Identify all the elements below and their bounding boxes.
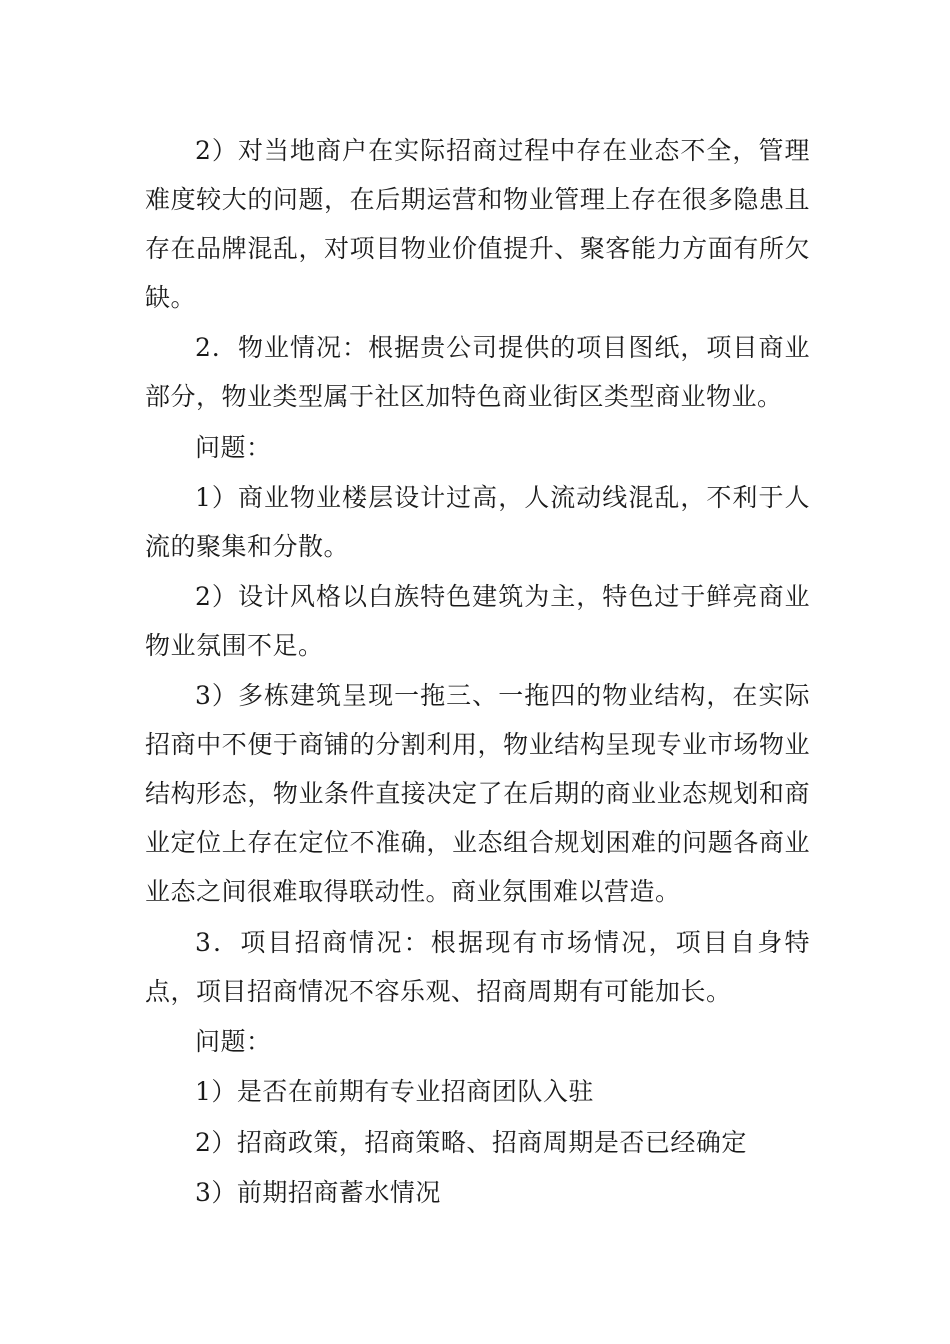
paragraph-leasing-team-question: 1）是否在前期有专业招商团队入驻 <box>195 1077 594 1107</box>
paragraph-leasing-reserve-question: 3）前期招商蓄水情况 <box>195 1177 441 1207</box>
paragraph-leasing-policy-question: 2）招商政策，招商策略、招商周期是否已经确定 <box>195 1127 747 1157</box>
paragraph-operational-issue: 2）对当地商户在实际招商过程中存在业态不全，管理难度较大的问题，在后期运营和物业管理上存在很多隐患且存在品牌混乱，对项目物业价值提升、聚客能力方面有所欠缺。 <box>145 136 810 312</box>
paragraph-problems-heading-1: 问题： <box>195 432 272 462</box>
paragraph-property-situation: 2．物业情况：根据贵公司提供的项目图纸，项目商业部分，物业类型属于社区加特色商业街区类型商业物业。 <box>145 333 810 412</box>
paragraph-building-structure-issue: 3）多栋建筑呈现一拖三、一拖四的物业结构，在实际招商中不便于商铺的分割利用，物业结构呈现专业市场物业结构形态，物业条件直接决定了在后期的商业业态规划和商业定位上存在定位不准确，业态组合规划困难的问题各商业业态之间很难取得联动性。商业氛围难以营造。 <box>145 681 810 907</box>
paragraph-design-style-issue: 2）设计风格以白族特色建筑为主，特色过于鲜亮商业物业氛围不足。 <box>145 582 810 661</box>
paragraph-leasing-situation: 3．项目招商情况：根据现有市场情况，项目自身特点，项目招商情况不容乐观、招商周期有可能加长。 <box>145 927 810 1006</box>
document-body <box>145 126 810 1217</box>
paragraph-problems-heading-2: 问题： <box>195 1027 272 1057</box>
paragraph-floor-design-issue: 1）商业物业楼层设计过高，人流动线混乱，不利于人流的聚集和分散。 <box>145 482 810 561</box>
